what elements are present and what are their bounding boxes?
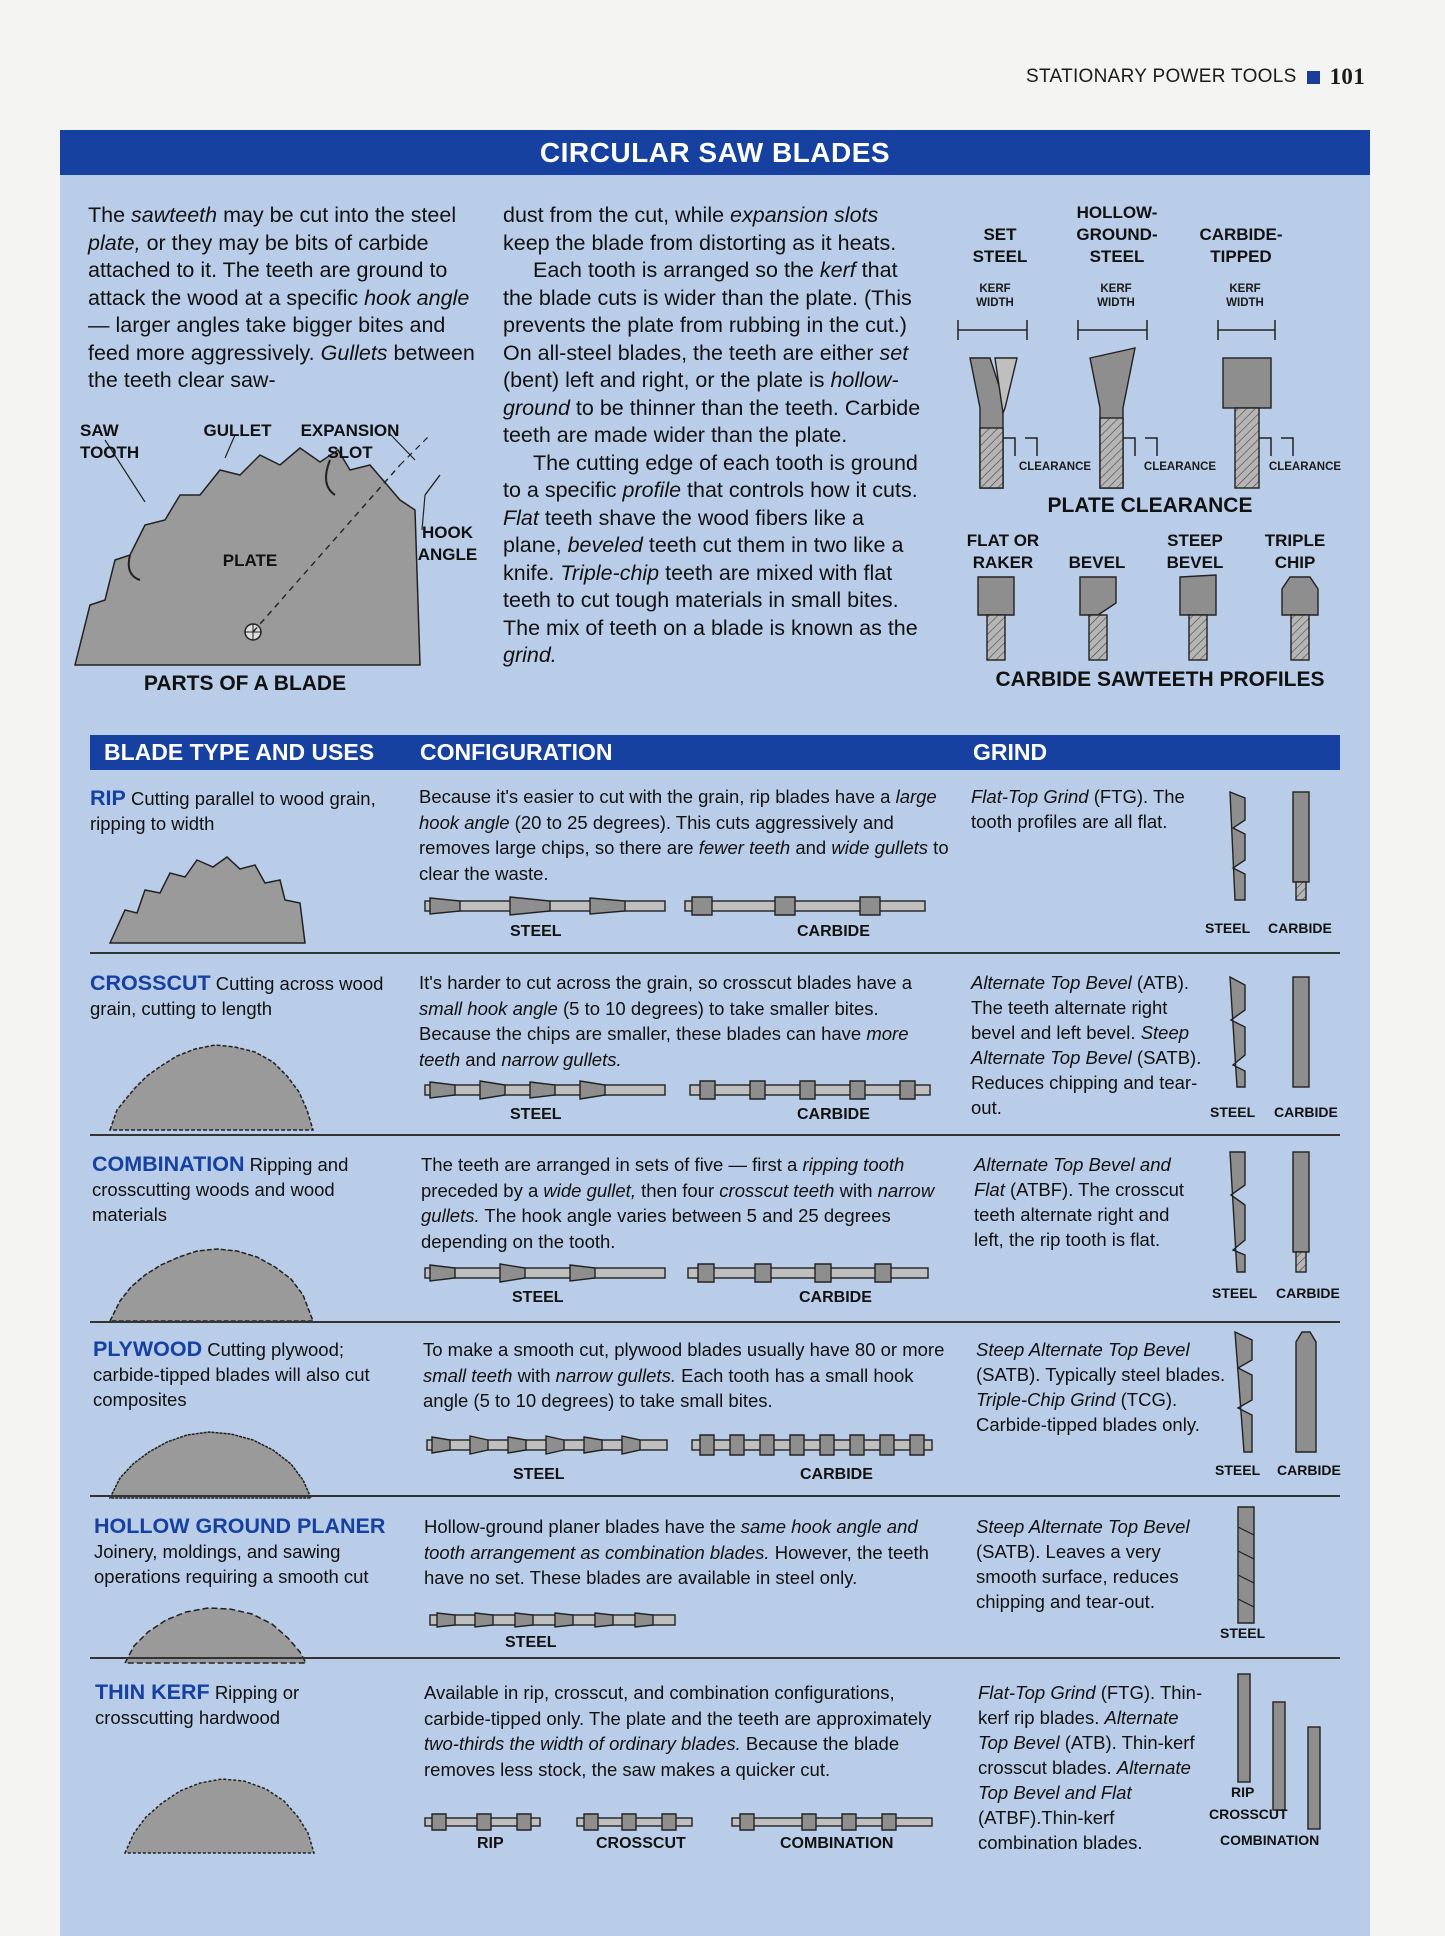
thin-kerf-strips [422, 1810, 942, 1834]
profile-bevel: BEVEL [1068, 553, 1126, 572]
combination-grind-steel-tag: STEEL [1212, 1285, 1258, 1301]
row-plywood-grind: Steep Alternate Top Bevel (SATB). Typically steel blades. Triple-Chip Grind (TCG). Carbide-tipped blades only. [976, 1339, 1226, 1435]
row-thin-kerf-config: Available in rip, crosscut, and combination configurations, carbide-tipped only. The plate and the teeth are approximately two-thirds the width of ordinary blades. Because the blade removes less stock, the saw makes a quicker cut. [424, 1682, 932, 1780]
combination-blade-icon [105, 1235, 320, 1323]
plywood-grind-carbide-tag: CARBIDE [1277, 1462, 1341, 1478]
crosscut-grind-teeth [1225, 975, 1325, 1095]
combination-grind-carbide-tag: CARBIDE [1276, 1285, 1340, 1301]
plywood-carbide-tag: CARBIDE [800, 1466, 873, 1483]
combination-kerf-strips [420, 1260, 940, 1286]
carbide-profiles-drawing [970, 575, 1330, 665]
plywood-kerf-strips [422, 1432, 942, 1458]
row-divider [90, 1657, 1340, 1659]
label-plate: PLATE [222, 551, 278, 570]
caption-carbide-profiles: CARBIDE SAWTEETH PROFILES [995, 668, 1325, 691]
crosscut-kerf-strips [420, 1077, 940, 1103]
row-divider [90, 1321, 1340, 1323]
crosscut-grind-steel-tag: STEEL [1210, 1104, 1256, 1120]
rip-blade-icon [105, 855, 320, 945]
square-bullet-icon [1307, 71, 1320, 84]
combination-carbide-tag: CARBIDE [799, 1289, 872, 1306]
crosscut-grind-carbide-tag: CARBIDE [1274, 1104, 1338, 1120]
blade-table-header [90, 735, 1340, 770]
thin-kerf-crosscut-tag: CROSSCUT [596, 1835, 686, 1852]
caption-parts-of-blade: PARTS OF A BLADE [143, 672, 347, 695]
hollow-ground-blade-icon [120, 1600, 315, 1665]
plate-col-carbide-tipped: CARBIDE- TIPPED [1199, 225, 1283, 266]
crosscut-carbide-tag: CARBIDE [797, 1106, 870, 1123]
hollow-ground-grind-tooth [1235, 1505, 1275, 1625]
intro-column-2: dust from the cut, while expansion slots keep the blade from distorting as it heats. Each tooth is arranged so the kerf that the blade cuts is wider than the plate. (This prevents the plate from rubbing in the cut.) On all-steel blades, the teeth are either set (bent) left and right, or the plate is hollow-ground to be thinner than the teeth. Carbide teeth are made wider than the plate. The cutting edge of each tooth is ground to a specific profile that controls how it cuts. Flat teeth shave the wood fibers like a plane, beveled teeth cut them in two like a knife. Triple-chip teeth are mixed with flat teeth to cut tough materials in small bites. The mix of teeth on a blade is known as the grind. [503, 203, 921, 667]
section-title: STATIONARY POWER TOOLS [1026, 66, 1297, 87]
plywood-grind-steel-tag: STEEL [1215, 1462, 1261, 1478]
header-configuration: CONFIGURATION [420, 739, 613, 765]
header-grind: GRIND [973, 739, 1048, 765]
row-hollow-ground-config: Hollow-ground planer blades have the same hook angle and tooth arrangement as combination blades. However, the teeth have no set. These blades are available in steel only. [424, 1516, 929, 1588]
row-rip-config: Because it's easier to cut with the grain, rip blades have a large hook angle (20 to 25 degrees). This cuts aggressively and removes large chips, so there are fewer teeth and wide gullets to clear the waste. [419, 786, 949, 884]
hollow-ground-steel-tag: STEEL [505, 1634, 557, 1651]
row-crosscut-config: It's harder to cut across the grain, so crosscut blades have a small hook angle (5 to 10 degrees) to take smaller bites. Because the chips are smaller, these blades can have more teeth and narrow gullets. [419, 972, 913, 1070]
rip-carbide-tag: CARBIDE [797, 923, 870, 940]
plywood-grind-teeth [1230, 1330, 1330, 1455]
plate-col-set-steel: SET STEEL [972, 225, 1028, 266]
clearance-label-1: CLEARANCE [1018, 461, 1092, 473]
row-crosscut-grind: Alternate Top Bevel (ATB). The teeth alternate right bevel and left bevel. Steep Alternate Top Bevel (SATB). Reduces chipping and tear-out. [971, 972, 1202, 1118]
thin-kerf-grind-combination-tag: COMBINATION [1220, 1832, 1320, 1848]
rip-grind-teeth [1225, 790, 1325, 910]
page-header [1026, 64, 1365, 90]
caption-plate-clearance: PLATE CLEARANCE [1047, 494, 1253, 517]
row-rip-grind: Flat-Top Grind (FTG). The tooth profiles are all flat. [971, 786, 1185, 832]
row-thin-kerf-name: THIN KERF Ripping or crosscutting hardwood [95, 1680, 300, 1728]
row-hollow-ground-name: HOLLOW GROUND PLANER Joinery, moldings, and sawing operations requiring a smooth cut [94, 1514, 386, 1587]
rip-steel-tag: STEEL [510, 923, 562, 940]
profile-flat-raker: FLAT OR RAKER [966, 531, 1040, 572]
row-plywood-name: PLYWOOD Cutting plywood; carbide-tipped blades will also cut composites [93, 1337, 370, 1410]
row-combination-config: The teeth are arranged in sets of five — first a ripping tooth preceded by a wide gullet, then four crosscut teeth with narrow gullets. The hook angle varies between 5 and 25 degrees depending on the tooth. [421, 1154, 935, 1252]
carbide-tipped-tooth [1223, 358, 1271, 408]
profile-steep-bevel: STEEP BEVEL [1166, 531, 1224, 572]
row-crosscut-name: CROSSCUT Cutting across wood grain, cutting to length [90, 971, 384, 1019]
row-combination-name: COMBINATION Ripping and crosscutting woods and wood materials [92, 1152, 349, 1225]
rip-grind-carbide-tag: CARBIDE [1268, 920, 1332, 936]
header-blade-type: BLADE TYPE AND USES [104, 739, 375, 765]
row-thin-kerf-grind: Flat-Top Grind (FTG). Thin-kerf rip blades. Alternate Top Bevel (ATB). Thin-kerf crosscut blades. Alternate Top Bevel and Flat (ATBF).Thin-kerf combination blades. [978, 1682, 1203, 1853]
row-combination-grind: Alternate Top Bevel and Flat (ATBF). The crosscut teeth alternate right and left, the rip tooth is flat. [974, 1154, 1185, 1250]
row-plywood-config: To make a smooth cut, plywood blades usually have 80 or more small teeth with narrow gullets. Each tooth has a small hook angle (5 to 10 degrees) to take small bites. [423, 1339, 945, 1411]
row-hollow-ground-grind: Steep Alternate Top Bevel (SATB). Leaves a very smooth surface, reduces chipping and tear-out. [976, 1516, 1190, 1612]
plate-col-hollow-ground: HOLLOW- GROUND- STEEL [1076, 203, 1158, 266]
thin-kerf-rip-tag: RIP [477, 1835, 504, 1852]
rip-grind-steel-tag: STEEL [1205, 920, 1251, 936]
plywood-steel-tag: STEEL [513, 1466, 565, 1483]
label-gullet: GULLET [203, 421, 272, 440]
kerf-width-label-2: KERF WIDTH [1097, 283, 1135, 309]
thin-kerf-blade-icon [120, 1765, 320, 1855]
hollow-ground-kerf-strip [425, 1607, 685, 1633]
label-expansion-slot: EXPANSION SLOT [300, 421, 400, 462]
label-hook-angle: HOOK ANGLE [417, 523, 478, 564]
intro-column-1: The sawteeth may be cut into the steel plate, or they may be bits of carbide attached to it. The teeth are ground to attack the wood at a specific hook angle — larger angles take bigger bites and feed more aggressively. Gullets between the teeth clear saw- [88, 203, 475, 392]
plywood-blade-icon [105, 1420, 320, 1500]
row-divider [90, 1134, 1340, 1136]
thin-kerf-grind-crosscut-tag: CROSSCUT [1209, 1806, 1288, 1822]
hollow-ground-grind-steel-tag: STEEL [1220, 1625, 1266, 1641]
crosscut-blade-icon [105, 1040, 320, 1132]
clearance-label-3: CLEARANCE [1268, 461, 1342, 473]
thin-kerf-combination-tag: COMBINATION [780, 1835, 894, 1852]
row-rip-name: RIP Cutting parallel to wood grain, ripping to width [90, 786, 376, 834]
page-title: CIRCULAR SAW BLADES [60, 130, 1370, 175]
clearance-label-2: CLEARANCE [1143, 461, 1217, 473]
kerf-width-label-1: KERF WIDTH [976, 283, 1014, 309]
thin-kerf-grind-rip-tag: RIP [1231, 1784, 1255, 1800]
combination-steel-tag: STEEL [512, 1289, 564, 1306]
row-divider [90, 1495, 1340, 1497]
rip-kerf-strips [420, 893, 940, 919]
profile-triple-chip: TRIPLE CHIP [1264, 531, 1326, 572]
combination-grind-teeth [1225, 1150, 1325, 1275]
label-saw-tooth: SAW TOOTH [80, 421, 140, 462]
crosscut-steel-tag: STEEL [510, 1106, 562, 1123]
page-number: 101 [1329, 64, 1365, 89]
row-divider [90, 952, 1340, 954]
kerf-width-label-3: KERF WIDTH [1226, 283, 1264, 309]
